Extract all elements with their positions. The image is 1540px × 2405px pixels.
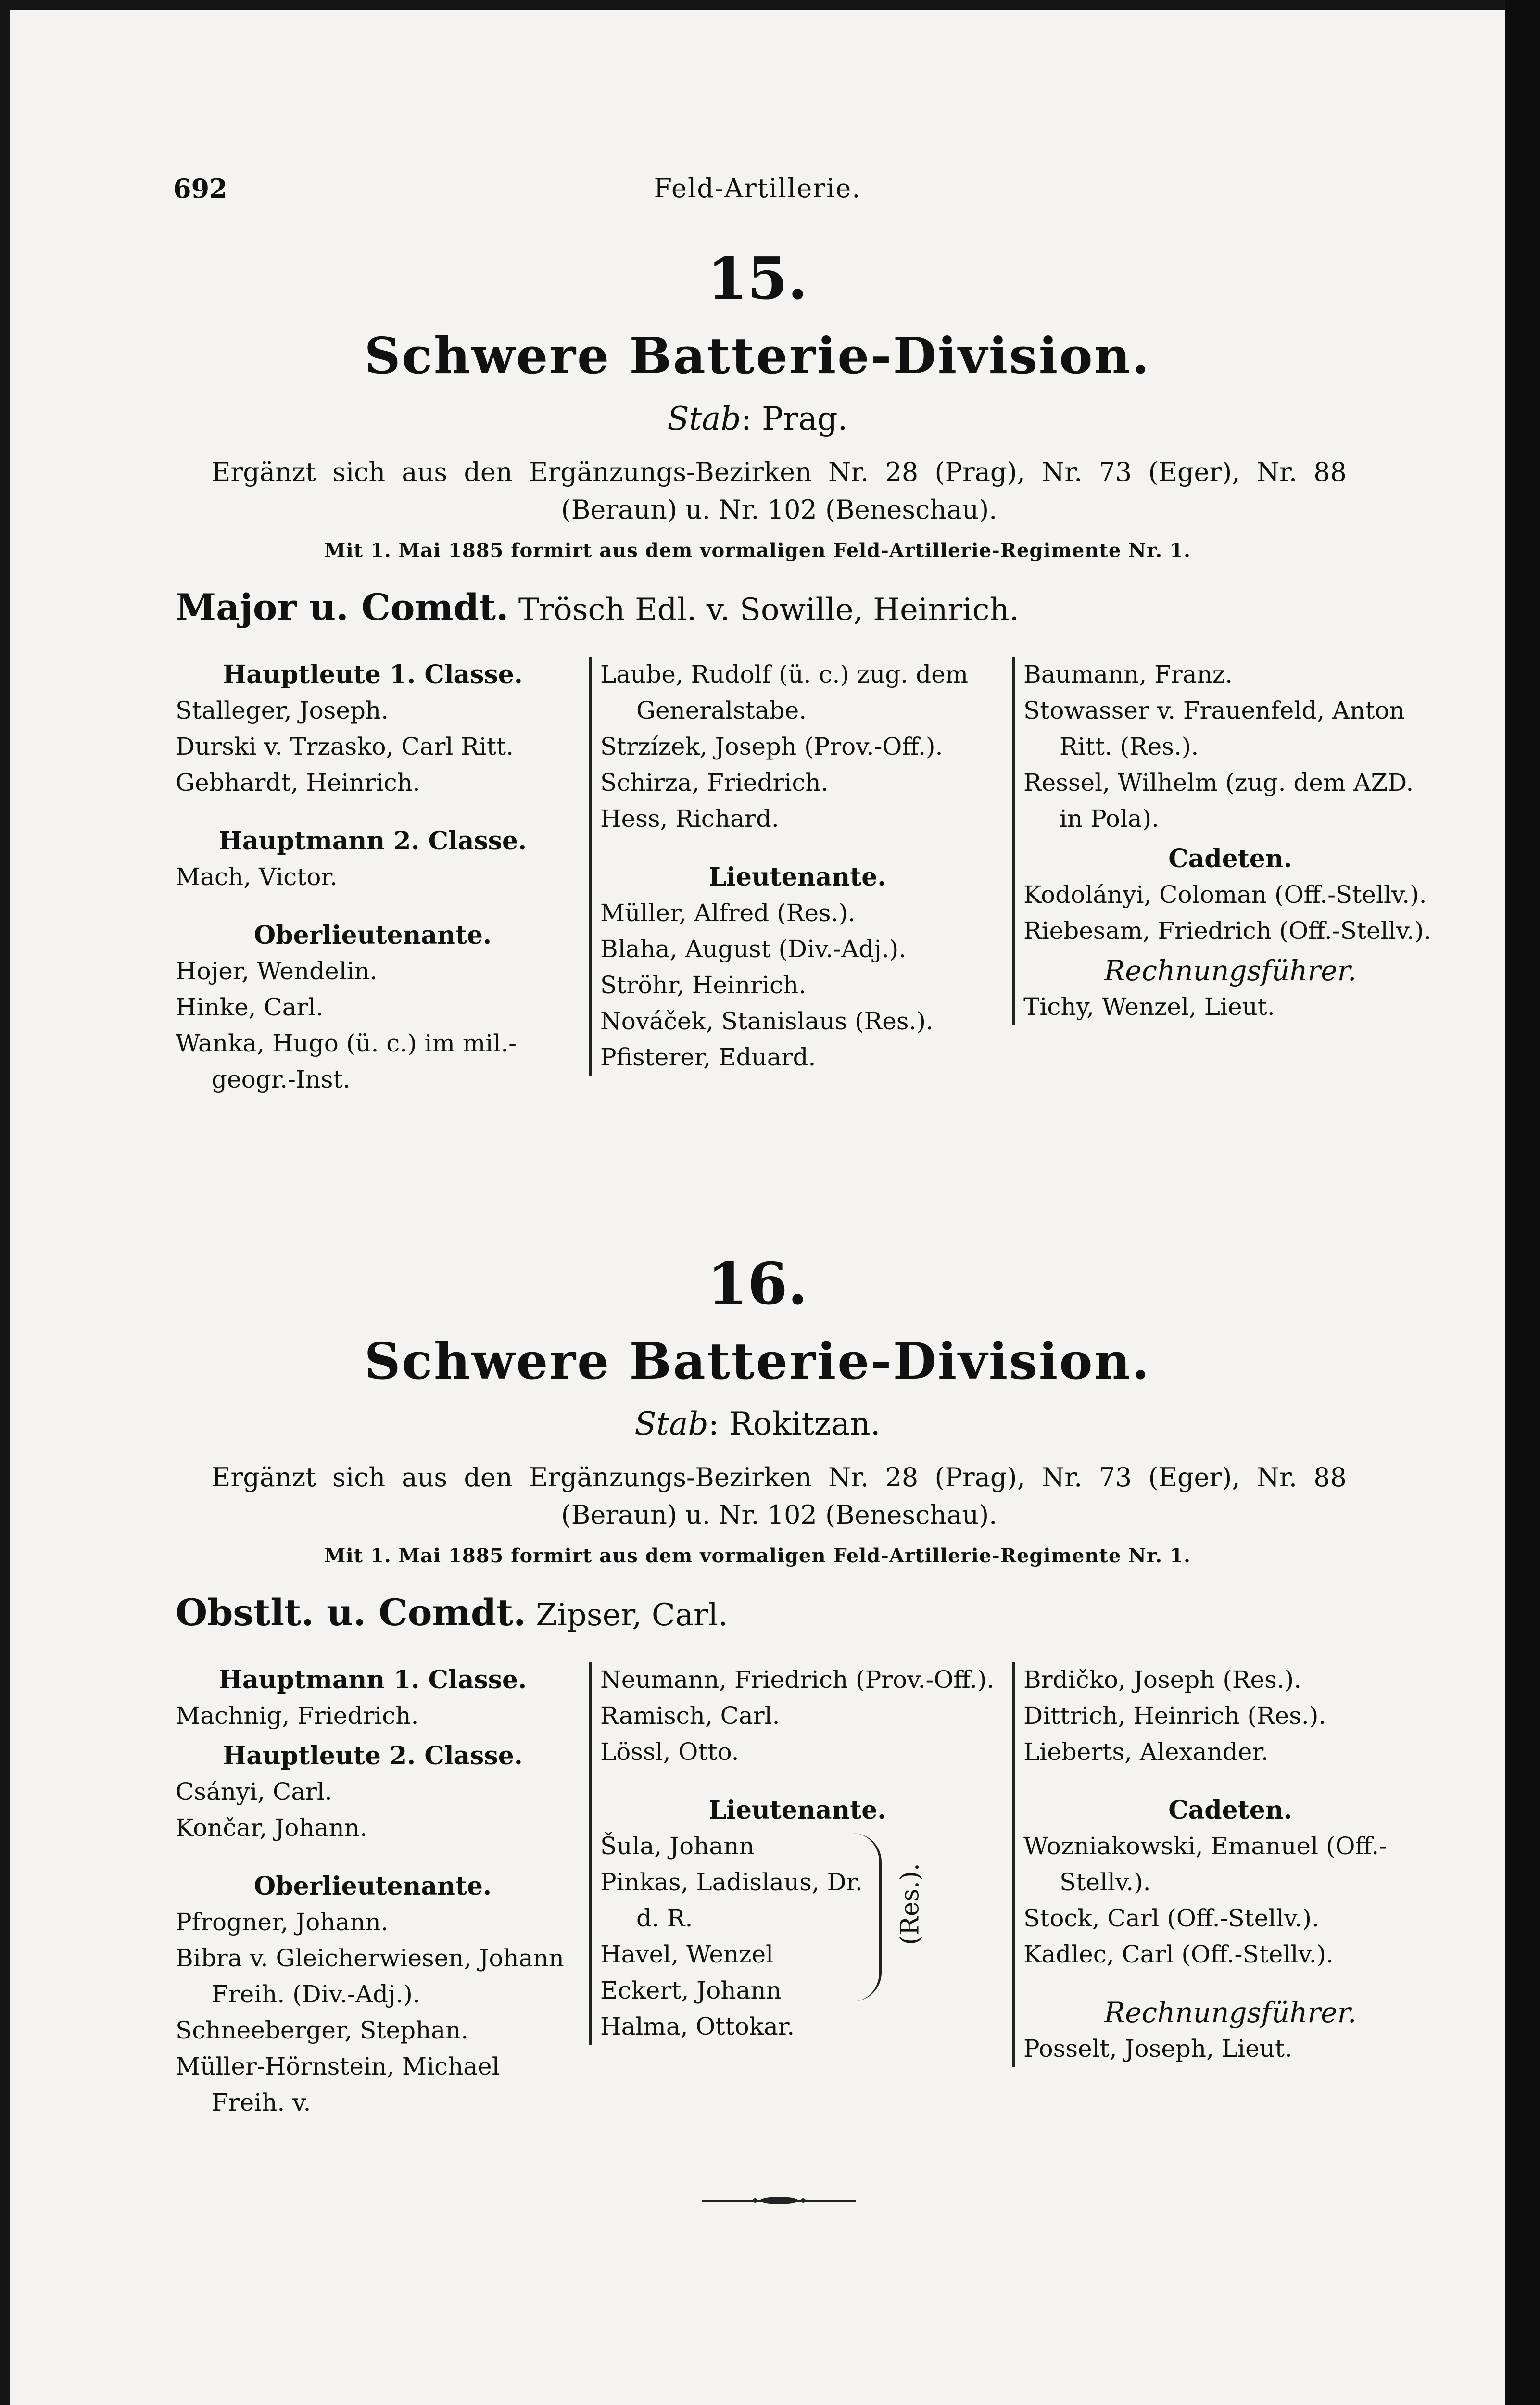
roster-entry: Durski v. Trzasko, Carl Ritt.: [176, 733, 514, 760]
roster-entry: Baumann, Franz.: [1023, 660, 1233, 688]
roster-entry: Končar, Johann.: [176, 1814, 367, 1842]
roster-entry: Müller-Hörnstein, Michael Freih. v.: [176, 2052, 500, 2116]
stab-place: : Prag.: [741, 400, 848, 437]
commander-name: Zipser, Carl.: [535, 1597, 728, 1633]
running-title: Feld-Artillerie.: [654, 173, 861, 203]
roster-entry: Hess, Richard.: [600, 805, 779, 833]
section-number: 15.: [707, 245, 808, 313]
roster-col-1: [176, 657, 570, 1098]
stab-line: [10, 400, 1505, 437]
formed-note: Mit 1. Mai 1885 formirt aus dem vormaligen Feld-Artillerie-Regimente Nr. 1.: [324, 1544, 1191, 1567]
roster-entry: Ramisch, Carl.: [600, 1702, 780, 1730]
stab-line: [10, 1405, 1505, 1443]
commander-rank: Obstlt. u. Comdt.: [176, 1591, 526, 1634]
roster-entry: Stalleger, Joseph.: [176, 696, 389, 724]
roster-entry: Brdičko, Joseph (Res.).: [1023, 1666, 1302, 1694]
rank-heading: Rechnungsführer.: [1104, 954, 1357, 987]
commander-name: Trösch Edl. v. Sowille, Heinrich.: [518, 592, 1020, 628]
roster-entry: Tichy, Wenzel, Lieut.: [1023, 993, 1275, 1021]
formed-note: Mit 1. Mai 1885 formirt aus dem vormaligen Feld-Artillerie-Regimente Nr. 1.: [324, 539, 1191, 562]
roster-col-2: [589, 1662, 995, 2045]
roster-entry: Halma, Ottokar.: [600, 2013, 795, 2040]
erganzt-paragraph: Ergänzt sich aus den Ergänzungs-Bezirken Nr. 28 (Prag), Nr. 73 (Eger), Nr. 88 (Beraun) u. Nr. 102 (Beneschau).: [212, 1462, 1347, 1530]
curly-brace-icon: [850, 1833, 882, 2001]
roster-entry: Laube, Rudolf (ü. c.) zug. dem Generalstabe.: [600, 660, 969, 724]
running-head: [10, 173, 1505, 212]
commander-line: [176, 1591, 1505, 1634]
commander-line: [176, 586, 1505, 629]
rank-heading: Cadeten.: [1168, 844, 1292, 873]
commander-rank: Major u. Comdt.: [176, 586, 509, 629]
roster-col-3: [1012, 657, 1437, 1025]
erganzt-paragraph: Ergänzt sich aus den Ergänzungs-Bezirken Nr. 28 (Prag), Nr. 73 (Eger), Nr. 88 (Beraun) u. Nr. 102 (Beneschau).: [212, 457, 1347, 525]
rank-heading: Oberlieutenante.: [253, 1872, 492, 1901]
roster-entry: Pinkas, Ladislaus, Dr. d. R.: [600, 1868, 863, 1932]
roster-entry: Neumann, Friedrich (Prov.-Off.).: [600, 1666, 995, 1694]
reserve-group: [600, 1828, 995, 2009]
rank-heading: Rechnungsführer.: [1104, 1996, 1357, 2029]
section-15: [10, 245, 1505, 629]
roster-entry: Hinke, Carl.: [176, 993, 324, 1021]
roster-col-2: [589, 657, 995, 1076]
page-sheet: [10, 10, 1505, 2405]
section-title: Schwere Batterie-Division.: [364, 326, 1151, 385]
roster-entry: Gebhardt, Heinrich.: [176, 769, 420, 797]
reserve-label: (Res.).: [896, 1863, 925, 1945]
roster-entry: Riebesam, Friedrich (Off.-Stellv.).: [1023, 917, 1432, 945]
roster-entry: Wanka, Hugo (ü. c.) im mil.-geogr.-Inst.: [176, 1029, 517, 1093]
roster-entry: Eckert, Johann: [600, 1976, 782, 2004]
roster-entry: Dittrich, Heinrich (Res.).: [1023, 1702, 1326, 1730]
roster-entry: Schirza, Friedrich.: [600, 769, 829, 797]
stab-label: Stab: [634, 1405, 708, 1443]
roster-entry: Schneeberger, Stephan.: [176, 2016, 469, 2044]
roster-entry: Lieberts, Alexander.: [1023, 1738, 1269, 1766]
page-number: 692: [173, 173, 227, 204]
stab-place: : Rokitzan.: [708, 1405, 881, 1443]
roster-entry: Strzízek, Joseph (Prov.-Off.).: [600, 733, 943, 760]
rank-heading: Hauptleute 1. Classe.: [223, 660, 523, 689]
roster-entry: Pfrogner, Johann.: [176, 1908, 389, 1936]
stab-label: Stab: [667, 400, 741, 437]
roster-entry: Posselt, Joseph, Lieut.: [1023, 2035, 1292, 2063]
roster-entry: Machnig, Friedrich.: [176, 1702, 419, 1730]
roster-entry: Kodolányi, Coloman (Off.-Stellv.).: [1023, 881, 1427, 909]
roster-entry: Wozniakowski, Emanuel (Off.-Stellv.).: [1023, 1832, 1388, 1896]
rank-heading: Oberlieutenante.: [253, 921, 492, 950]
rank-heading: Cadeten.: [1168, 1796, 1292, 1825]
roster-entry: Stowasser v. Frauenfeld, Anton Ritt. (Res.).: [1023, 696, 1405, 760]
roster-entry: Mach, Victor.: [176, 863, 338, 891]
roster-entry: Csányi, Carl.: [176, 1778, 332, 1806]
scan-edge: [1505, 0, 1540, 2405]
section-title: Schwere Batterie-Division.: [364, 1331, 1151, 1391]
roster-entry: Müller, Alfred (Res.).: [600, 899, 856, 927]
roster-entry: Ressel, Wilhelm (zug. dem AZD. in Pola).: [1023, 769, 1414, 833]
rank-heading: Hauptmann 2. Classe.: [218, 826, 527, 856]
roster-entry: Pfisterer, Eduard.: [600, 1043, 816, 1071]
roster-col-3: [1012, 1662, 1437, 2067]
roster-entry: Stock, Carl (Off.-Stellv.).: [1023, 1904, 1319, 1932]
roster-entry: Nováček, Stanislaus (Res.).: [600, 1007, 934, 1035]
roster-entry: Šula, Johann: [600, 1832, 755, 1860]
roster-entry: Ströhr, Heinrich.: [600, 971, 807, 999]
ornament-divider-icon: [702, 2196, 856, 2205]
roster-entry: Hojer, Wendelin.: [176, 957, 378, 985]
roster-entry: Havel, Wenzel: [600, 1940, 774, 1968]
roster-entry: Lössl, Otto.: [600, 1738, 739, 1766]
roster-entry: Kadlec, Carl (Off.-Stellv.).: [1023, 1940, 1334, 1968]
rank-heading: Hauptleute 2. Classe.: [223, 1741, 523, 1771]
roster-entry: Blaha, August (Div.-Adj.).: [600, 935, 907, 963]
roster-entry: Bibra v. Gleicherwiesen, Johann Freih. (Div.-Adj.).: [176, 1944, 564, 2008]
rank-heading: Hauptmann 1. Classe.: [218, 1665, 527, 1695]
rank-heading: Lieutenante.: [708, 862, 886, 892]
rank-heading: Lieutenante.: [708, 1796, 886, 1825]
section-number: 16.: [707, 1250, 808, 1318]
section-16: [10, 1250, 1505, 1634]
roster-col-1: [176, 1662, 570, 2121]
